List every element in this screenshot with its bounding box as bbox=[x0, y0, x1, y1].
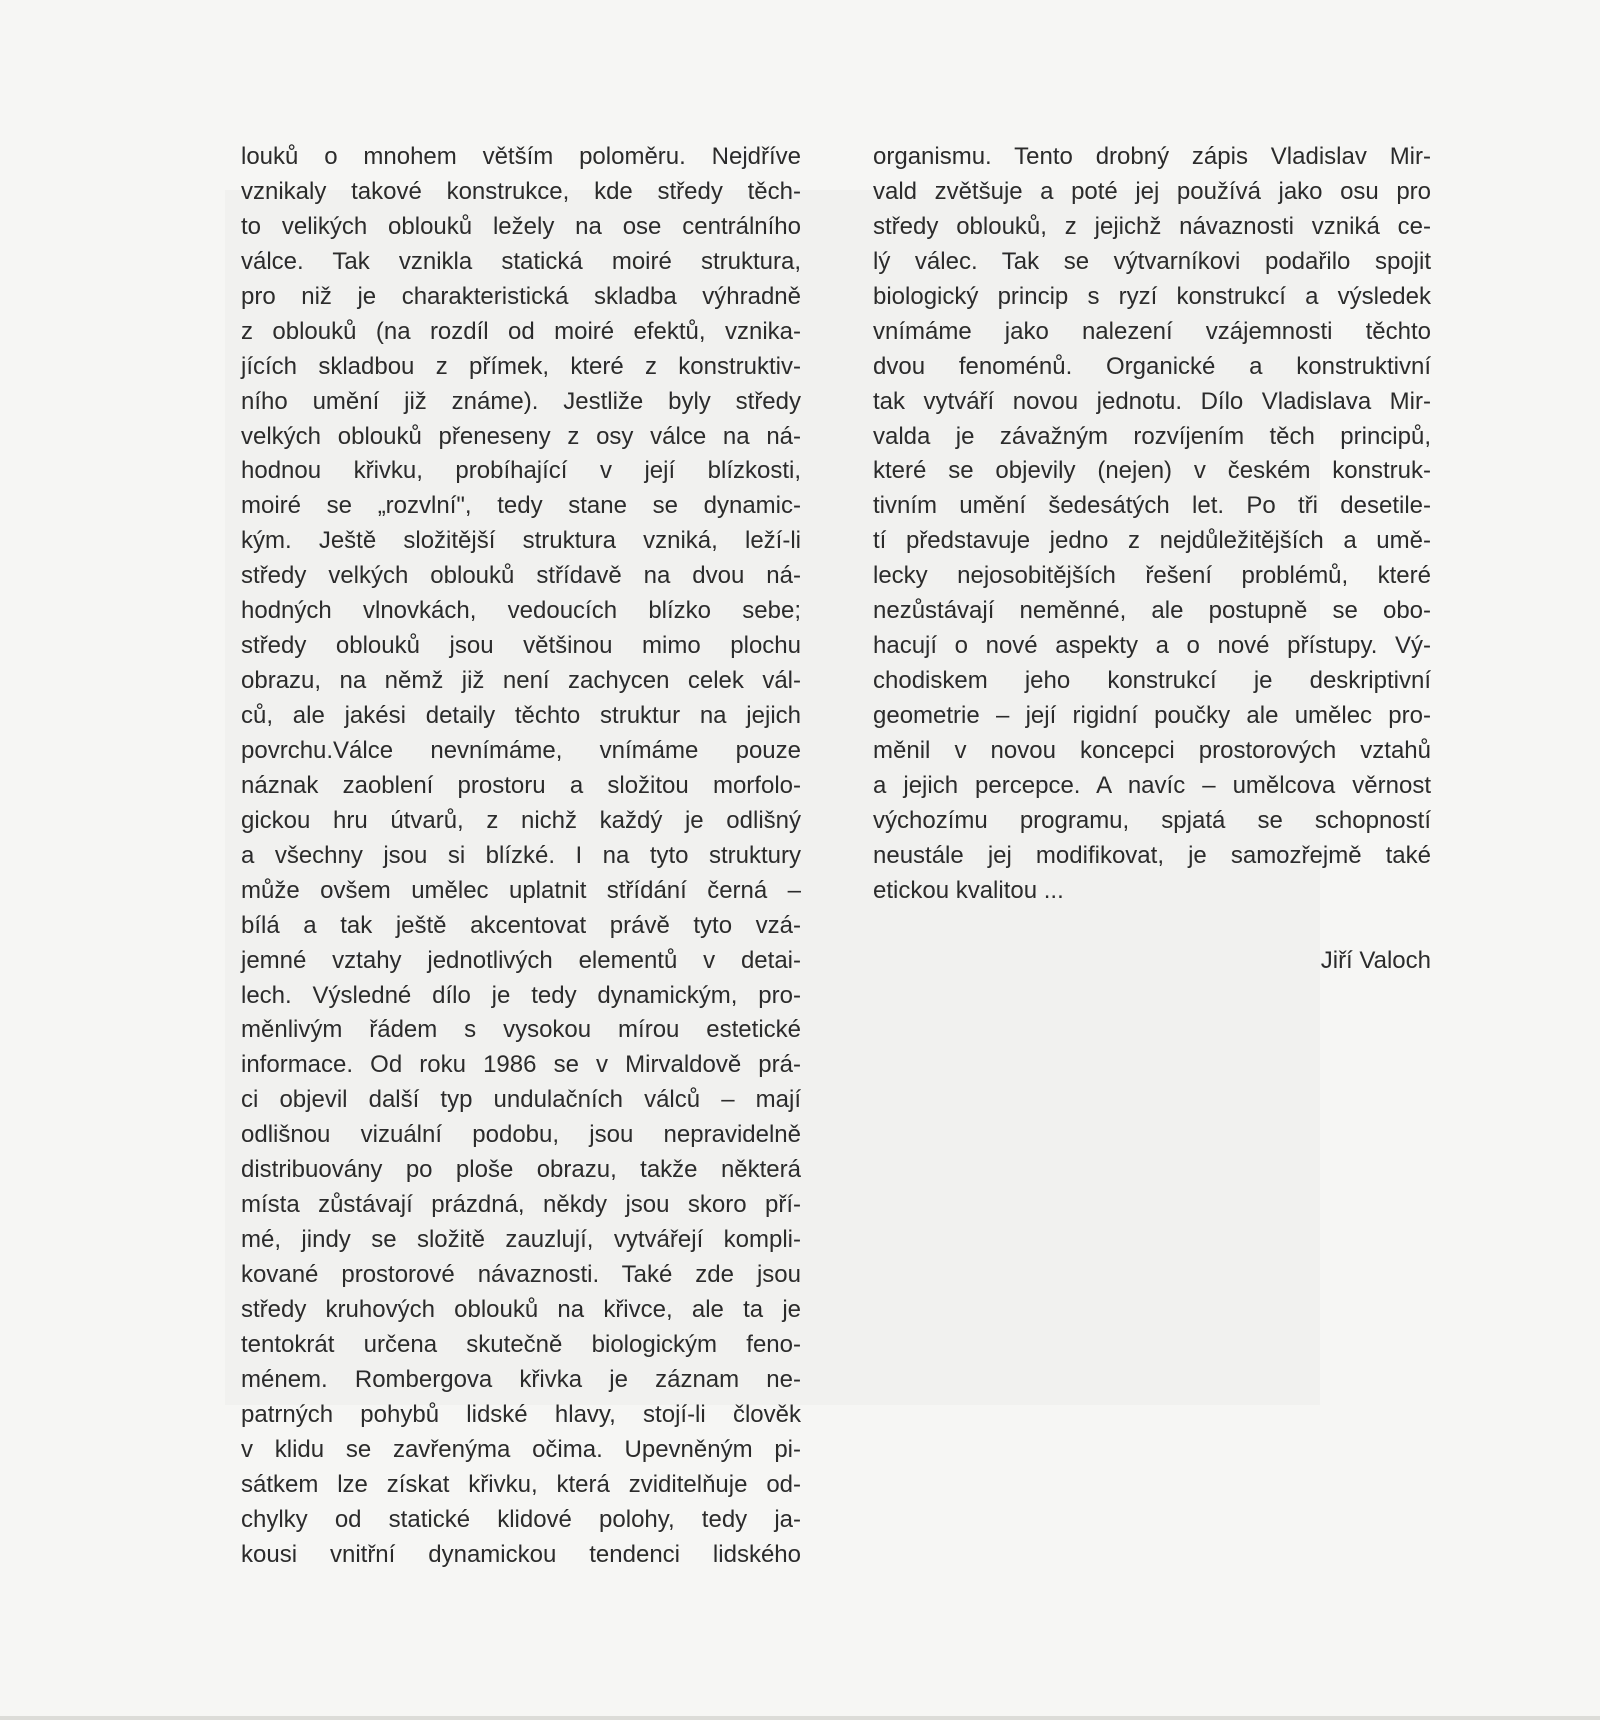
text-line: obrazu, na němž již není zachycen celek vál- bbox=[241, 667, 801, 695]
text-line: biologický princip s ryzí konstrukcí a výsledek bbox=[873, 282, 1431, 310]
text-line: odlišnou vizuální podobu, jsou nepravidelně bbox=[241, 1121, 801, 1149]
text-line: středy oblouků, z jejichž návaznosti vzniká ce- bbox=[873, 212, 1431, 240]
right-text-column bbox=[873, 140, 1431, 979]
text-line: informace. Od roku 1986 se v Mirvaldově prá- bbox=[241, 1051, 801, 1079]
text-line: měnil v novou koncepci prostorových vztahů bbox=[873, 736, 1431, 764]
text-line: louků o mnohem větším poloměru. Nejdříve bbox=[241, 143, 801, 170]
text-line: vnímáme jako nalezení vzájemnosti těchto bbox=[873, 317, 1431, 345]
text-line: ci objevil další typ undulačních válců – mají bbox=[241, 1086, 801, 1114]
text-line: etickou kvalitou ... bbox=[873, 876, 1064, 904]
author-signature: Jiří Valoch bbox=[1320, 946, 1431, 974]
text-line: a všechny jsou si blízké. I na tyto struktury bbox=[241, 841, 801, 869]
text-line: dvou fenoménů. Organické a konstruktivní bbox=[873, 352, 1431, 380]
text-line: patrných pohybů lidské hlavy, stojí-li člověk bbox=[241, 1400, 801, 1428]
text-line: nezůstávají neměnné, ale postupně se obo- bbox=[873, 597, 1431, 625]
text-line: mé, jindy se složitě zauzlují, vytvářejí kompli- bbox=[241, 1226, 801, 1254]
text-line: gickou hru útvarů, z nichž každý je odlišný bbox=[241, 806, 801, 834]
text-line: a jejich percepce. A navíc – umělcova věrnost bbox=[873, 771, 1431, 799]
text-line: jemné vztahy jednotlivých elementů v detai- bbox=[241, 946, 801, 974]
text-line: kované prostorové návaznosti. Také zde jsou bbox=[241, 1261, 801, 1288]
text-line: ců, ale jakési detaily těchto struktur na jejich bbox=[241, 702, 801, 729]
text-line: vald zvětšuje a poté jej používá jako osu pro bbox=[873, 177, 1431, 205]
text-line: kým. Ještě složitější struktura vzniká, leží-li bbox=[241, 527, 801, 555]
text-line: geometrie – její rigidní poučky ale umělec pro- bbox=[873, 702, 1431, 729]
text-line: ního umění již známe). Jestliže byly středy bbox=[241, 387, 801, 415]
text-line: chodiskem jeho konstrukcí je deskriptivní bbox=[873, 667, 1431, 695]
text-line: středy velkých oblouků střídavě na dvou ná- bbox=[241, 562, 801, 590]
text-line: v klidu se zavřenýma očima. Upevněným pi- bbox=[241, 1435, 801, 1463]
text-line: válce. Tak vznikla statická moiré struktura, bbox=[241, 247, 801, 275]
text-line: bílá a tak ještě akcentovat právě tyto vzá- bbox=[241, 911, 801, 939]
text-line: hodnou křivku, probíhající v její blízkosti, bbox=[241, 457, 801, 485]
text-line: tí představuje jedno z nejdůležitějších a umě- bbox=[873, 527, 1431, 555]
left-text-column bbox=[241, 140, 801, 1572]
text-line: lý válec. Tak se výtvarníkovi podařilo spojit bbox=[873, 247, 1431, 275]
text-line: měnlivým řádem s vysokou mírou estetické bbox=[241, 1016, 801, 1044]
text-line: ménem. Rombergova křivka je záznam ne- bbox=[241, 1365, 801, 1393]
text-line: pro niž je charakteristická skladba výhradně bbox=[241, 282, 801, 310]
text-line: výchozímu programu, spjatá se schopností bbox=[873, 806, 1431, 834]
text-line: valda je závažným rozvíjením těch principů, bbox=[873, 422, 1431, 450]
text-line: lecky nejosobitějších řešení problémů, které bbox=[873, 562, 1431, 590]
text-line: distribuovány po ploše obrazu, takže některá bbox=[241, 1156, 801, 1184]
text-line: kousi vnitřní dynamickou tendenci lidského bbox=[241, 1540, 801, 1568]
text-line: tivním umění šedesátých let. Po tři desetile- bbox=[873, 492, 1431, 520]
text-line: může ovšem umělec uplatnit střídání černá – bbox=[241, 876, 801, 904]
text-line: velkých oblouků přeneseny z osy válce na ná- bbox=[241, 422, 801, 450]
text-line: hodných vlnovkách, vedoucích blízko sebe; bbox=[241, 597, 801, 625]
text-line: které se objevily (nejen) v českém konstruk- bbox=[873, 457, 1431, 485]
text-line: chylky od statické klidové polohy, tedy ja- bbox=[241, 1505, 801, 1533]
text-line: vznikaly takové konstrukce, kde středy těch- bbox=[241, 177, 801, 205]
text-line: povrchu.Válce nevnímáme, vnímáme pouze bbox=[241, 736, 801, 764]
text-line: místa zůstávají prázdná, někdy jsou skoro pří- bbox=[241, 1191, 801, 1219]
text-line: lech. Výsledné dílo je tedy dynamickým, pro- bbox=[241, 981, 801, 1009]
text-line: neustále jej modifikovat, je samozřejmě také bbox=[873, 841, 1431, 869]
text-line: hacují o nové aspekty a o nové přístupy. Vý- bbox=[873, 632, 1431, 660]
page-bottom-edge bbox=[0, 1716, 1600, 1720]
text-line: náznak zaoblení prostoru a složitou morfolo- bbox=[241, 771, 801, 799]
text-line: středy oblouků jsou většinou mimo plochu bbox=[241, 632, 801, 660]
text-line: tentokrát určena skutečně biologickým feno- bbox=[241, 1330, 801, 1358]
text-line: organismu. Tento drobný zápis Vladislav Mir- bbox=[873, 143, 1431, 170]
text-line: moiré se „rozvlní", tedy stane se dynamic- bbox=[241, 492, 801, 520]
text-line: tak vytváří novou jednotu. Dílo Vladislava Mir- bbox=[873, 387, 1431, 415]
text-line: středy kruhových oblouků na křivce, ale ta je bbox=[241, 1295, 801, 1323]
text-line: sátkem lze získat křivku, která zviditelňuje od- bbox=[241, 1470, 801, 1498]
text-line: z oblouků (na rozdíl od moiré efektů, vznika- bbox=[241, 317, 801, 345]
text-line: jících skladbou z přímek, které z konstruktiv- bbox=[241, 352, 801, 380]
text-line: to velikých oblouků ležely na ose centrálního bbox=[241, 212, 801, 240]
